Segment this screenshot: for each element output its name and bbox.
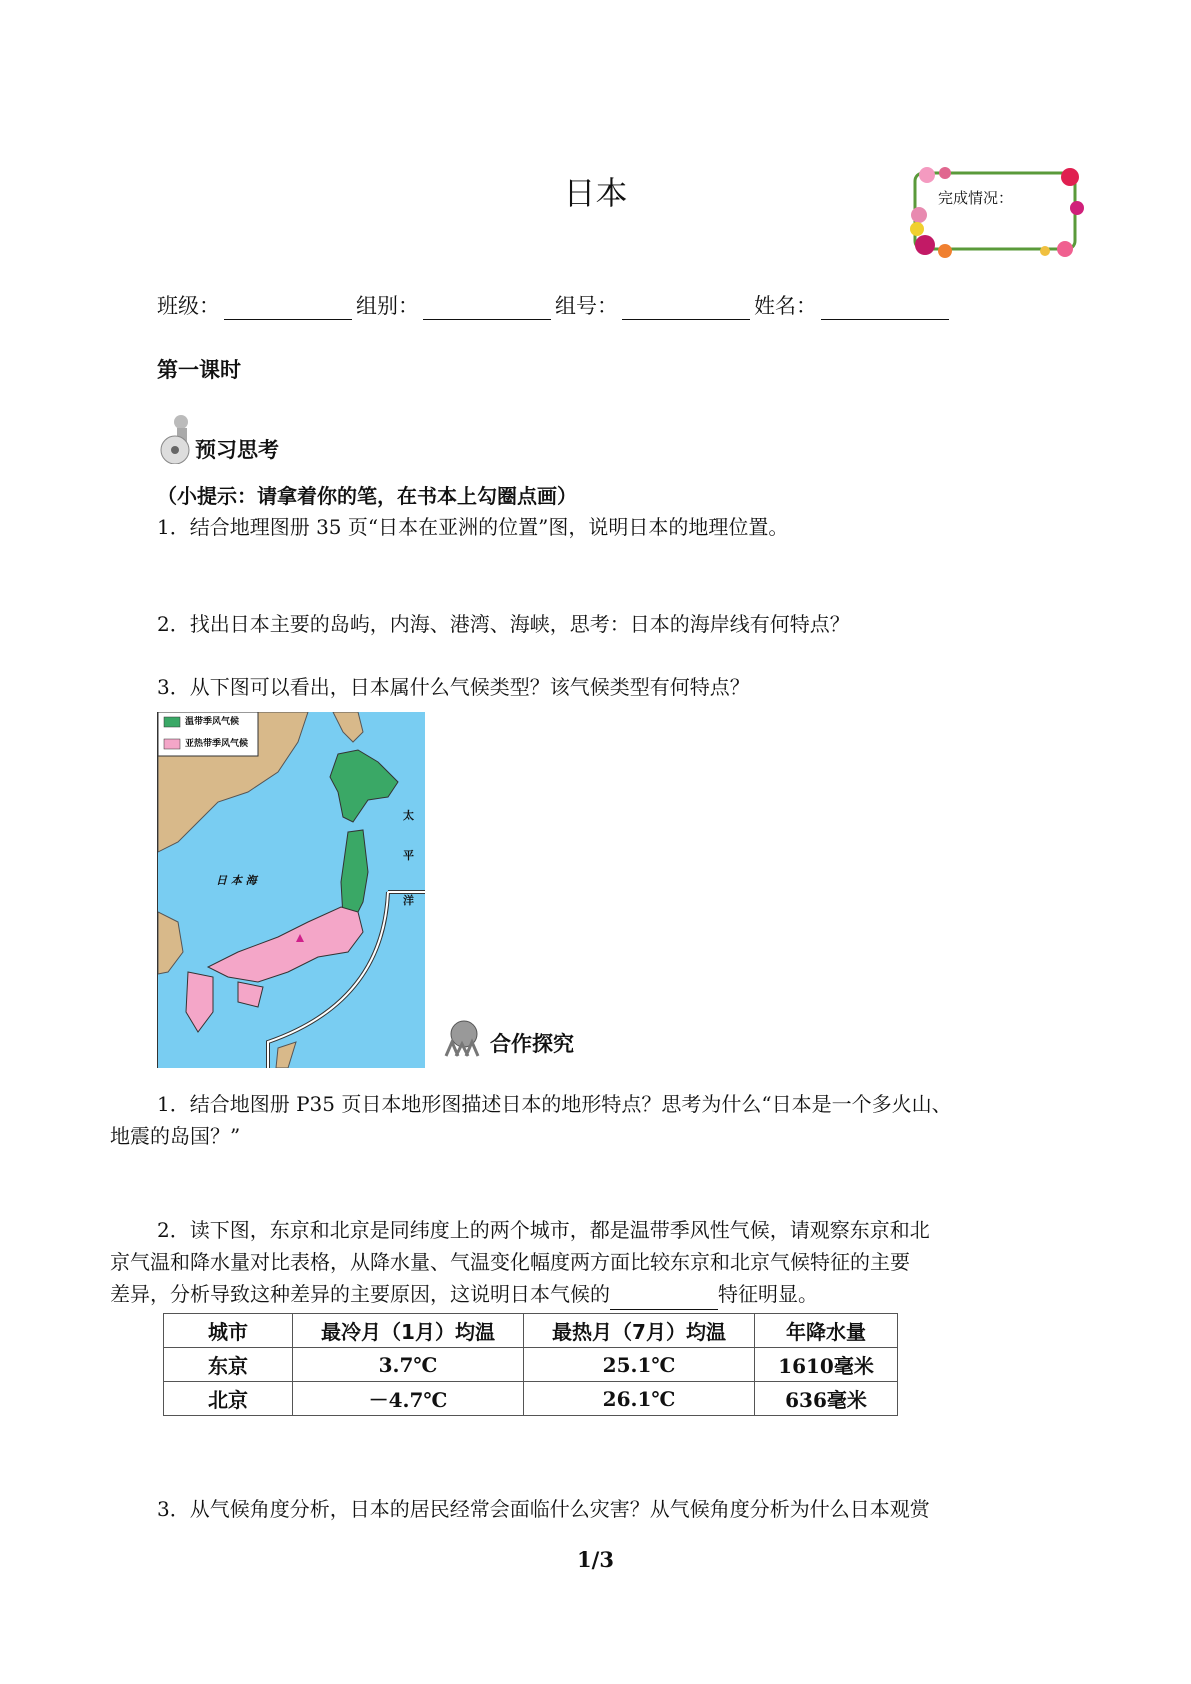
climate-feature-blank[interactable] bbox=[610, 1289, 718, 1310]
lesson-heading: 第一课时 bbox=[157, 358, 241, 382]
name-label: 姓名： bbox=[754, 294, 817, 318]
completion-label: 完成情况： bbox=[938, 189, 1014, 207]
group-number-field[interactable] bbox=[622, 297, 750, 320]
cell-coldest: 3.7℃ bbox=[293, 1348, 524, 1382]
name-field[interactable] bbox=[821, 297, 949, 320]
cell-hottest: 26.1℃ bbox=[524, 1382, 755, 1416]
coop-question-1-line1: 1．结合地图册 P35 页日本地形图描述日本的地形特点？思考为什么“日本是一个多火山、 bbox=[157, 1092, 952, 1116]
coop-question-1-line2: 地震的岛国？” bbox=[110, 1124, 241, 1148]
header-precip: 年降水量 bbox=[755, 1314, 898, 1348]
student-info-row bbox=[157, 290, 953, 320]
legend-temperate: 温带季风气候 bbox=[185, 717, 240, 727]
tip-text: （小提示：请拿着你的笔，在书本上勾圈点画） bbox=[157, 484, 577, 508]
pacific-label-3: 洋 bbox=[403, 894, 414, 907]
coop-question-2-line1: 2．读下图，东京和北京是同纬度上的两个城市，都是温带季风性气候，请观察东京和北 bbox=[157, 1218, 930, 1242]
class-label: 班级： bbox=[157, 294, 220, 318]
table-header-row bbox=[164, 1314, 898, 1348]
table-row bbox=[164, 1348, 898, 1382]
pacific-label-2: 平 bbox=[403, 849, 414, 862]
cell-coldest: －4.7℃ bbox=[293, 1382, 524, 1416]
coop-section-heading bbox=[442, 1018, 574, 1058]
japan-map-image bbox=[158, 712, 425, 1068]
cell-city: 北京 bbox=[164, 1382, 293, 1416]
coop-question-2-line2: 京气温和降水量对比表格，从降水量、气温变化幅度两方面比较东京和北京气候特征的主要 bbox=[110, 1250, 910, 1274]
q2-line3-end: 特征明显。 bbox=[718, 1282, 818, 1306]
preview-section-heading bbox=[157, 412, 279, 464]
japan-climate-map bbox=[157, 712, 425, 1068]
q2-line3-text: 差异，分析导致这种差异的主要原因，这说明日本气候的 bbox=[110, 1282, 610, 1306]
globe-people-icon bbox=[442, 1018, 486, 1058]
sea-of-japan-label: 日 本 海 bbox=[216, 874, 257, 887]
header-city: 城市 bbox=[164, 1314, 293, 1348]
cell-precip: 636毫米 bbox=[755, 1382, 898, 1416]
cell-hottest: 25.1℃ bbox=[524, 1348, 755, 1382]
class-field[interactable] bbox=[224, 297, 352, 320]
coop-heading-text: 合作探究 bbox=[490, 1032, 574, 1056]
cell-precip: 1610毫米 bbox=[755, 1348, 898, 1382]
pacific-label-1: 太 bbox=[403, 809, 414, 822]
soccer-figure-icon bbox=[157, 412, 195, 464]
preview-question-3: 3．从下图可以看出，日本属什么气候类型？该气候类型有何特点？ bbox=[157, 675, 750, 699]
preview-question-2: 2．找出日本主要的岛屿，内海、港湾、海峡，思考：日本的海岸线有何特点？ bbox=[157, 612, 850, 636]
preview-question-1: 1．结合地理图册 35 页“日本在亚洲的位置”图，说明日本的地理位置。 bbox=[157, 515, 789, 539]
header-coldest: 最冷月（1月）均温 bbox=[293, 1314, 524, 1348]
climate-comparison-table bbox=[163, 1313, 898, 1416]
legend-subtropical: 亚热带季风气候 bbox=[185, 739, 249, 749]
group-label: 组别： bbox=[356, 294, 419, 318]
header-hottest: 最热月（7月）均温 bbox=[524, 1314, 755, 1348]
group-field[interactable] bbox=[423, 297, 551, 320]
completion-badge bbox=[905, 163, 1085, 259]
coop-question-3-line1: 3．从气候角度分析，日本的居民经常会面临什么灾害？从气候角度分析为什么日本观赏 bbox=[157, 1497, 930, 1521]
group-number-label: 组号： bbox=[555, 294, 618, 318]
preview-heading-text: 预习思考 bbox=[195, 438, 279, 462]
table-row bbox=[164, 1382, 898, 1416]
cell-city: 东京 bbox=[164, 1348, 293, 1382]
page-title: 日本 bbox=[563, 174, 628, 212]
coop-question-2-line3 bbox=[110, 1278, 818, 1310]
page-number: 1/3 bbox=[577, 1547, 614, 1572]
flower-border-icon bbox=[905, 163, 1085, 259]
